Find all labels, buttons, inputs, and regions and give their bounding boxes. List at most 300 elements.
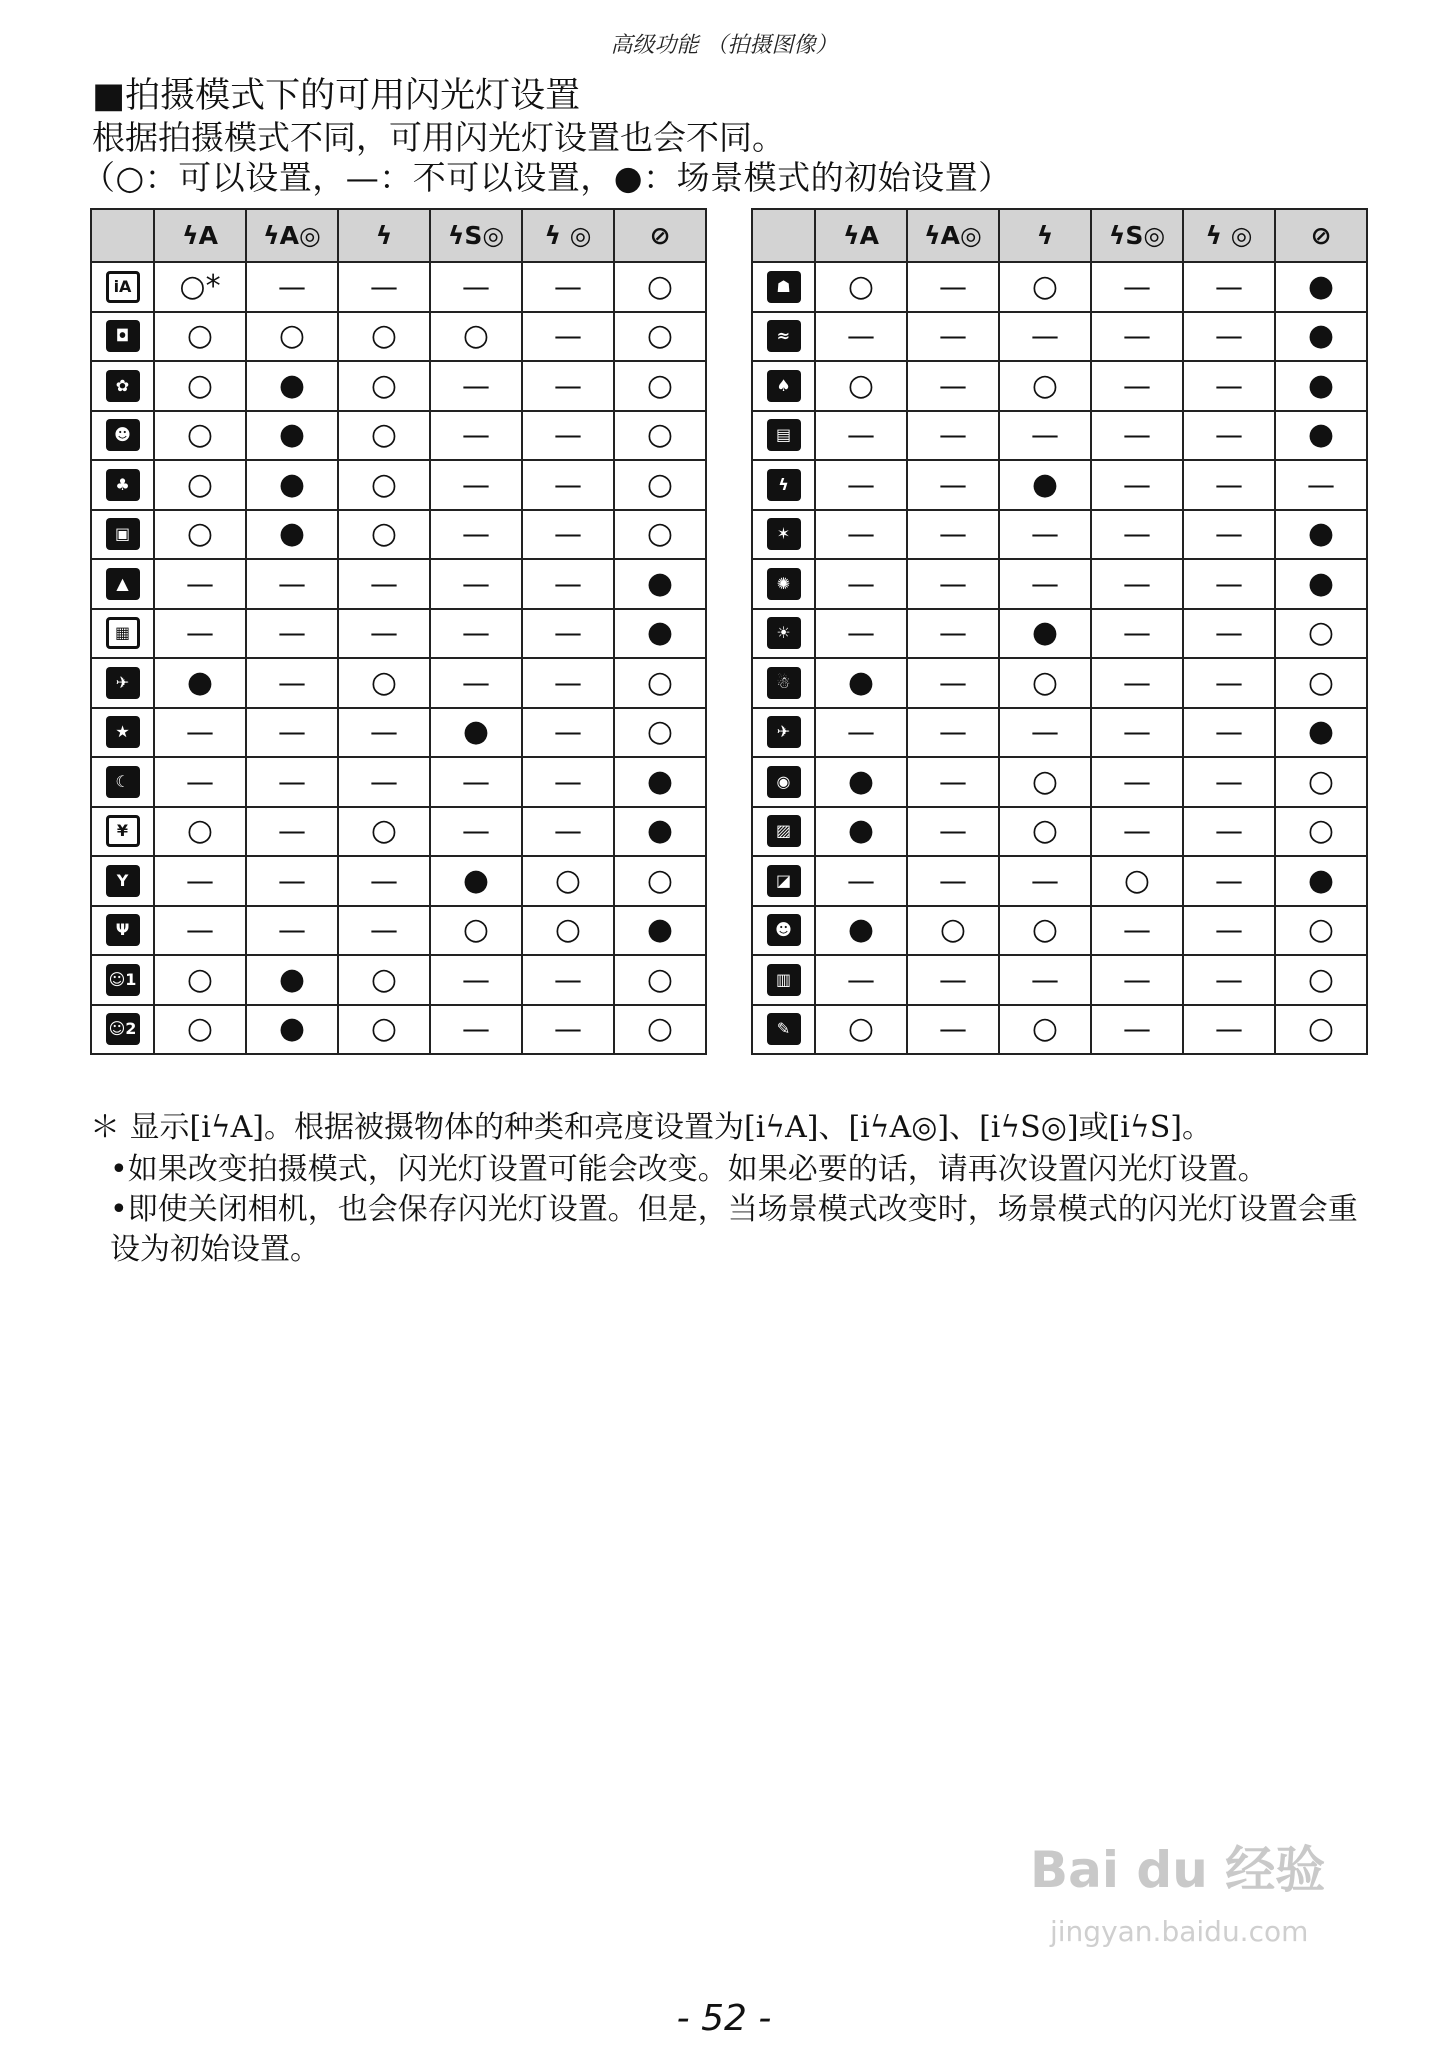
availability-mark: ● xyxy=(847,912,875,948)
availability-cell xyxy=(614,708,706,758)
availability-cell xyxy=(246,708,338,758)
availability-cell xyxy=(1183,1005,1275,1055)
availability-cell xyxy=(338,609,430,659)
table-row xyxy=(752,312,1367,362)
mode-cell xyxy=(752,856,815,906)
availability-cell xyxy=(907,559,999,609)
availability-cell xyxy=(1275,609,1367,659)
table-header-row xyxy=(752,209,1367,262)
availability-cell xyxy=(1275,807,1367,857)
availability-cell xyxy=(430,807,522,857)
availability-mark: ○ xyxy=(847,367,875,403)
availability-mark: — xyxy=(278,913,306,947)
availability-cell xyxy=(430,856,522,906)
availability-mark: ○ xyxy=(370,1011,398,1047)
availability-mark: — xyxy=(1215,665,1243,699)
availability-cell xyxy=(246,906,338,956)
scene-mode-icon: ✈ xyxy=(106,667,140,699)
availability-cell xyxy=(1275,411,1367,461)
availability-cell xyxy=(338,559,430,609)
availability-mark: ○* xyxy=(179,268,221,304)
availability-mark: ● xyxy=(278,516,306,552)
availability-mark: — xyxy=(462,962,490,996)
availability-mark: ○ xyxy=(370,367,398,403)
scene-mode-icon: ☺2 xyxy=(106,1013,140,1045)
availability-cell xyxy=(999,361,1091,411)
availability-cell xyxy=(522,411,614,461)
availability-mark: — xyxy=(1307,467,1335,501)
mode-cell xyxy=(91,312,154,362)
availability-cell xyxy=(815,906,907,956)
availability-mark: — xyxy=(370,715,398,749)
flash-table-left xyxy=(90,208,707,1055)
scene-mode-icon: ♣ xyxy=(106,469,140,501)
mode-cell xyxy=(752,955,815,1005)
availability-mark: — xyxy=(1215,368,1243,402)
availability-mark: ● xyxy=(278,961,306,997)
availability-cell xyxy=(522,906,614,956)
availability-cell xyxy=(614,609,706,659)
availability-cell xyxy=(815,559,907,609)
availability-mark: — xyxy=(939,566,967,600)
availability-mark: — xyxy=(1123,616,1151,650)
flash-mode-header: ϟ ◎ xyxy=(522,209,614,262)
availability-mark: ○ xyxy=(186,961,214,997)
flash-mode-header: ϟS◎ xyxy=(430,209,522,262)
availability-mark: ● xyxy=(1307,862,1335,898)
availability-mark: — xyxy=(186,913,214,947)
table-row xyxy=(91,906,706,956)
availability-cell xyxy=(338,361,430,411)
availability-mark: — xyxy=(847,467,875,501)
availability-mark: ○ xyxy=(186,367,214,403)
availability-mark: — xyxy=(1031,418,1059,452)
availability-cell xyxy=(430,262,522,312)
mode-cell xyxy=(91,708,154,758)
table-row xyxy=(91,312,706,362)
availability-mark: — xyxy=(462,467,490,501)
availability-cell xyxy=(246,609,338,659)
header-corner xyxy=(752,209,815,262)
section-marker: ■ xyxy=(92,76,126,116)
availability-mark: — xyxy=(554,1012,582,1046)
availability-cell xyxy=(1183,510,1275,560)
availability-mark: ○ xyxy=(1031,763,1059,799)
mode-cell xyxy=(752,1005,815,1055)
availability-mark: ● xyxy=(1307,565,1335,601)
scene-mode-icon: ☺1 xyxy=(106,964,140,996)
notes xyxy=(90,1108,1370,1270)
availability-mark: ● xyxy=(847,664,875,700)
availability-mark: — xyxy=(1215,269,1243,303)
availability-mark: — xyxy=(847,517,875,551)
availability-cell xyxy=(1275,262,1367,312)
flash-mode-header: ϟ ◎ xyxy=(1183,209,1275,262)
scene-mode-icon: ✿ xyxy=(106,370,140,402)
bullet-note-2: •即使关闭相机，也会保存闪光灯设置。但是，当场景模式改变时，场景模式的闪光灯设置会重设为初始设置。 xyxy=(110,1192,1358,1267)
availability-cell xyxy=(999,510,1091,560)
availability-mark: ○ xyxy=(554,912,582,948)
availability-cell xyxy=(246,856,338,906)
availability-cell xyxy=(1275,856,1367,906)
flash-mode-header: ⊘ xyxy=(1275,209,1367,262)
availability-mark: — xyxy=(1123,319,1151,353)
availability-mark: — xyxy=(1123,764,1151,798)
availability-cell xyxy=(614,955,706,1005)
availability-cell xyxy=(154,708,246,758)
scene-mode-icon: ϟ xyxy=(767,469,801,501)
availability-mark: — xyxy=(370,913,398,947)
scene-mode-icon: ☃ xyxy=(767,667,801,699)
availability-mark: ○ xyxy=(370,417,398,453)
legend-line: （○：可以设置，—：不可以设置，●：场景模式的初始设置） xyxy=(82,158,1012,197)
section-title-text: 拍摄模式下的可用闪光灯设置 xyxy=(125,76,581,116)
availability-cell xyxy=(907,510,999,560)
availability-cell xyxy=(815,708,907,758)
availability-cell xyxy=(1091,510,1183,560)
availability-mark: — xyxy=(554,319,582,353)
table-row xyxy=(91,361,706,411)
availability-mark: — xyxy=(1031,863,1059,897)
availability-cell xyxy=(1091,559,1183,609)
availability-mark: — xyxy=(554,715,582,749)
availability-cell xyxy=(522,757,614,807)
availability-mark: ○ xyxy=(1307,763,1335,799)
availability-cell xyxy=(522,955,614,1005)
availability-cell xyxy=(154,411,246,461)
availability-cell xyxy=(1091,312,1183,362)
availability-cell xyxy=(430,609,522,659)
availability-cell xyxy=(614,757,706,807)
availability-cell xyxy=(815,411,907,461)
availability-cell xyxy=(430,906,522,956)
availability-mark: ○ xyxy=(1307,813,1335,849)
availability-mark: — xyxy=(370,764,398,798)
availability-cell xyxy=(1091,411,1183,461)
availability-mark: — xyxy=(186,616,214,650)
availability-mark: ○ xyxy=(646,268,674,304)
availability-mark: ● xyxy=(1307,268,1335,304)
availability-cell xyxy=(614,1005,706,1055)
availability-mark: — xyxy=(554,616,582,650)
availability-cell xyxy=(999,460,1091,510)
availability-cell xyxy=(246,312,338,362)
scene-mode-icon: ◪ xyxy=(767,865,801,897)
availability-cell xyxy=(154,609,246,659)
availability-cell xyxy=(614,906,706,956)
availability-cell xyxy=(430,757,522,807)
table-row xyxy=(752,658,1367,708)
availability-cell xyxy=(246,757,338,807)
availability-mark: — xyxy=(939,863,967,897)
table-row xyxy=(752,708,1367,758)
availability-cell xyxy=(907,955,999,1005)
availability-cell xyxy=(1091,708,1183,758)
availability-mark: — xyxy=(1215,913,1243,947)
availability-cell xyxy=(999,658,1091,708)
availability-cell xyxy=(1275,757,1367,807)
availability-cell xyxy=(154,906,246,956)
availability-cell xyxy=(522,262,614,312)
availability-mark: — xyxy=(1215,467,1243,501)
availability-mark: — xyxy=(1123,665,1151,699)
mode-cell xyxy=(752,807,815,857)
scene-mode-icon: ☻ xyxy=(767,914,801,946)
availability-mark: ○ xyxy=(939,912,967,948)
availability-mark: ○ xyxy=(1307,664,1335,700)
flash-mode-header: ϟA xyxy=(815,209,907,262)
availability-cell xyxy=(907,411,999,461)
availability-cell xyxy=(907,757,999,807)
table-header-row xyxy=(91,209,706,262)
page-number: - 52 - xyxy=(676,1998,772,2039)
availability-mark: ● xyxy=(278,417,306,453)
availability-mark: ○ xyxy=(646,466,674,502)
availability-mark: — xyxy=(847,962,875,996)
availability-mark: ○ xyxy=(1307,615,1335,651)
availability-mark: ○ xyxy=(646,516,674,552)
flash-mode-header: ϟA xyxy=(154,209,246,262)
table-row xyxy=(752,757,1367,807)
availability-cell xyxy=(1091,955,1183,1005)
availability-cell xyxy=(907,312,999,362)
availability-mark: ● xyxy=(278,466,306,502)
table-row xyxy=(752,856,1367,906)
availability-mark: ○ xyxy=(186,1011,214,1047)
availability-cell xyxy=(1275,312,1367,362)
scene-mode-icon: ✎ xyxy=(767,1013,801,1045)
availability-cell xyxy=(1275,559,1367,609)
availability-mark: ○ xyxy=(370,516,398,552)
mode-cell xyxy=(752,361,815,411)
availability-mark: ○ xyxy=(370,813,398,849)
page-header: 高级功能 （拍摄图像） xyxy=(610,33,838,58)
watermark-url: jingyan.baidu.com xyxy=(1050,1915,1309,1948)
availability-cell xyxy=(614,807,706,857)
availability-cell xyxy=(815,510,907,560)
table-row xyxy=(91,856,706,906)
availability-mark: — xyxy=(554,814,582,848)
table-row xyxy=(91,609,706,659)
availability-mark: — xyxy=(278,715,306,749)
availability-cell xyxy=(815,757,907,807)
availability-cell xyxy=(614,510,706,560)
availability-cell xyxy=(1091,906,1183,956)
availability-cell xyxy=(246,460,338,510)
availability-cell xyxy=(246,510,338,560)
availability-cell xyxy=(338,1005,430,1055)
mode-cell xyxy=(752,658,815,708)
availability-mark: — xyxy=(1031,715,1059,749)
mode-cell xyxy=(91,510,154,560)
availability-cell xyxy=(338,411,430,461)
availability-cell xyxy=(1183,955,1275,1005)
availability-cell xyxy=(614,361,706,411)
availability-cell xyxy=(430,361,522,411)
availability-mark: ○ xyxy=(186,417,214,453)
availability-mark: — xyxy=(1215,863,1243,897)
availability-mark: ● xyxy=(646,565,674,601)
availability-cell xyxy=(815,262,907,312)
availability-cell xyxy=(338,757,430,807)
scene-mode-icon: ✈ xyxy=(767,716,801,748)
availability-cell xyxy=(999,955,1091,1005)
mode-cell xyxy=(752,460,815,510)
availability-cell xyxy=(999,559,1091,609)
availability-mark: — xyxy=(278,269,306,303)
table-row xyxy=(752,1005,1367,1055)
availability-cell xyxy=(815,312,907,362)
availability-mark: — xyxy=(847,319,875,353)
availability-mark: ● xyxy=(1307,318,1335,354)
availability-mark: ● xyxy=(646,615,674,651)
availability-cell xyxy=(1183,460,1275,510)
availability-mark: ○ xyxy=(186,318,214,354)
availability-mark: — xyxy=(1031,566,1059,600)
availability-mark: ○ xyxy=(646,714,674,750)
availability-cell xyxy=(999,906,1091,956)
table-row xyxy=(91,1005,706,1055)
availability-mark: — xyxy=(939,368,967,402)
availability-mark: — xyxy=(939,467,967,501)
table-row xyxy=(91,262,706,312)
availability-cell xyxy=(430,658,522,708)
mode-cell xyxy=(91,955,154,1005)
availability-cell xyxy=(430,1005,522,1055)
availability-cell xyxy=(999,708,1091,758)
availability-cell xyxy=(1091,757,1183,807)
mode-cell xyxy=(91,757,154,807)
availability-mark: — xyxy=(939,814,967,848)
availability-cell xyxy=(907,1005,999,1055)
availability-mark: — xyxy=(1215,814,1243,848)
availability-mark: ● xyxy=(278,1011,306,1047)
availability-cell xyxy=(1183,312,1275,362)
scene-mode-icon: ✶ xyxy=(767,518,801,550)
availability-mark: — xyxy=(939,319,967,353)
availability-cell xyxy=(338,262,430,312)
scene-mode-icon: ♠ xyxy=(767,370,801,402)
availability-mark: ○ xyxy=(1123,862,1151,898)
availability-cell xyxy=(614,411,706,461)
availability-cell xyxy=(614,262,706,312)
availability-mark: — xyxy=(554,764,582,798)
scene-mode-icon: ◘ xyxy=(106,320,140,352)
availability-cell xyxy=(1183,361,1275,411)
mode-cell xyxy=(91,1005,154,1055)
mode-cell xyxy=(752,609,815,659)
availability-mark: — xyxy=(1123,566,1151,600)
availability-mark: ○ xyxy=(1307,961,1335,997)
availability-cell xyxy=(154,1005,246,1055)
availability-cell xyxy=(1183,411,1275,461)
mode-cell xyxy=(91,262,154,312)
scene-mode-icon: ≈ xyxy=(767,320,801,352)
availability-cell xyxy=(338,807,430,857)
availability-mark: — xyxy=(462,418,490,452)
availability-mark: — xyxy=(462,665,490,699)
availability-cell xyxy=(907,906,999,956)
table-row xyxy=(752,807,1367,857)
availability-mark: — xyxy=(1123,368,1151,402)
availability-mark: ○ xyxy=(646,318,674,354)
availability-cell xyxy=(154,658,246,708)
availability-mark: — xyxy=(1215,566,1243,600)
availability-mark: — xyxy=(939,1012,967,1046)
availability-mark: ○ xyxy=(186,813,214,849)
availability-mark: — xyxy=(462,517,490,551)
scene-mode-icon: ▣ xyxy=(106,518,140,550)
availability-mark: — xyxy=(462,764,490,798)
availability-cell xyxy=(522,460,614,510)
availability-cell xyxy=(1183,906,1275,956)
availability-mark: — xyxy=(370,566,398,600)
mode-cell xyxy=(91,807,154,857)
availability-mark: — xyxy=(847,418,875,452)
availability-cell xyxy=(1091,262,1183,312)
availability-mark: ○ xyxy=(1031,664,1059,700)
mode-cell xyxy=(91,609,154,659)
availability-cell xyxy=(522,856,614,906)
availability-cell xyxy=(1183,609,1275,659)
availability-cell xyxy=(338,856,430,906)
availability-mark: — xyxy=(939,764,967,798)
table-row xyxy=(91,757,706,807)
availability-mark: — xyxy=(186,764,214,798)
availability-mark: ○ xyxy=(646,1011,674,1047)
availability-cell xyxy=(999,312,1091,362)
availability-mark: ○ xyxy=(554,862,582,898)
availability-mark: — xyxy=(278,764,306,798)
availability-cell xyxy=(154,955,246,1005)
availability-cell xyxy=(815,955,907,1005)
scene-mode-icon: iA xyxy=(106,271,140,303)
availability-mark: ● xyxy=(1031,615,1059,651)
availability-cell xyxy=(1091,856,1183,906)
availability-mark: ○ xyxy=(1031,813,1059,849)
availability-cell xyxy=(338,312,430,362)
mode-cell xyxy=(752,757,815,807)
availability-mark: — xyxy=(1031,962,1059,996)
availability-mark: — xyxy=(939,269,967,303)
flash-mode-header: ϟS◎ xyxy=(1091,209,1183,262)
availability-mark: — xyxy=(186,566,214,600)
availability-cell xyxy=(154,262,246,312)
availability-mark: ○ xyxy=(1031,268,1059,304)
availability-mark: — xyxy=(554,368,582,402)
availability-cell xyxy=(246,658,338,708)
availability-mark: — xyxy=(278,814,306,848)
availability-mark: — xyxy=(1123,517,1151,551)
availability-cell xyxy=(1091,460,1183,510)
availability-mark: — xyxy=(939,418,967,452)
availability-cell xyxy=(907,658,999,708)
table-row xyxy=(752,460,1367,510)
intro-line-1: 根据拍摄模式不同，可用闪光灯设置也会不同。 xyxy=(92,118,785,157)
availability-cell xyxy=(614,312,706,362)
availability-cell xyxy=(154,312,246,362)
availability-cell xyxy=(246,955,338,1005)
table-row xyxy=(752,609,1367,659)
table-row xyxy=(752,262,1367,312)
availability-mark: — xyxy=(554,517,582,551)
availability-mark: ○ xyxy=(1031,912,1059,948)
availability-mark: ○ xyxy=(847,268,875,304)
mode-cell xyxy=(752,559,815,609)
availability-mark: — xyxy=(847,863,875,897)
availability-cell xyxy=(1091,807,1183,857)
availability-cell xyxy=(154,757,246,807)
